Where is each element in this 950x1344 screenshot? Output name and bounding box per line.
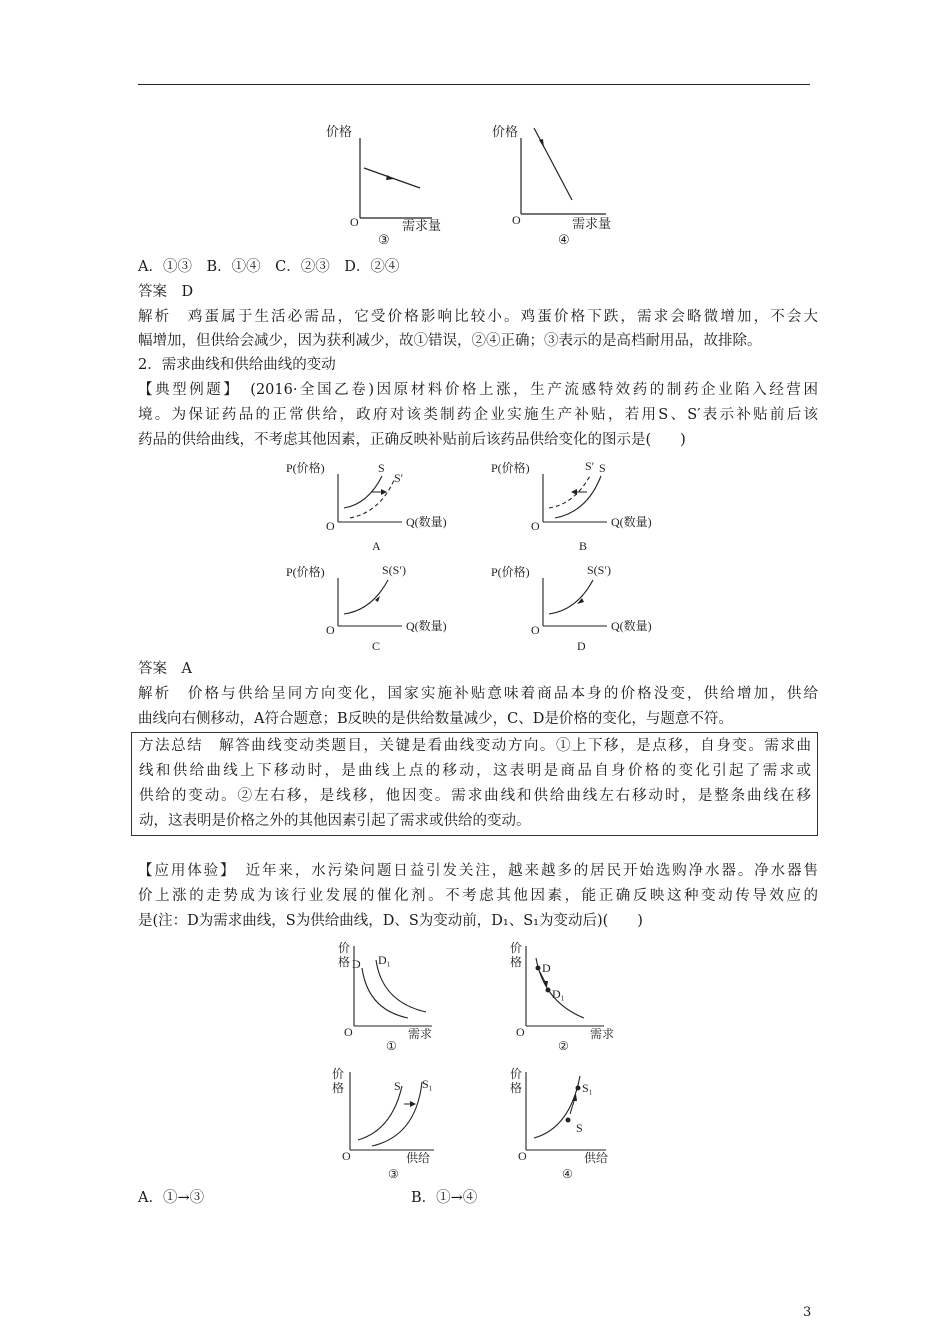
axis-x-label: Q(数量)	[406, 619, 447, 633]
axis-x-label: 需求	[408, 1027, 433, 1041]
axis-x-label: Q(数量)	[611, 515, 652, 529]
q1-analysis-line1: 解析 鸡蛋属于生活必需品，它受价格影响比较小。鸡蛋价格下跌，需求会略微增加，不会大	[138, 309, 818, 325]
curve-label: S(S′)	[587, 563, 611, 577]
curve-label-d1: D₁	[378, 953, 391, 967]
origin-label: O	[342, 1149, 351, 1163]
demand-figure-4	[484, 118, 614, 248]
axis-x-label: 需求	[590, 1027, 615, 1041]
header-rule	[138, 84, 810, 85]
demand-figure-2	[506, 938, 626, 1058]
application-line3: 是(注：D为需求曲线，S为供给曲线，D、S为变动前，D₁、S₁为变动后)( )	[138, 913, 643, 929]
origin-label: O	[518, 1149, 527, 1163]
axis-y-label-top: 价	[510, 1067, 523, 1081]
method-line2: 线和供给曲线上下移动时，是曲线上点的移动，这表明是商品自身价格的变化引起了需求或	[139, 763, 811, 779]
example-line1: 【典型例题】 (2016·全国乙卷)因原材料价格上涨，生产流感特效药的制药企业陷入经营困	[138, 382, 818, 398]
figure-caption: D	[577, 639, 586, 653]
option-a: A．①→③	[138, 1190, 205, 1206]
q2-answer: 答案 A	[138, 661, 192, 677]
curve-label-d1: D₁	[552, 987, 565, 1001]
supply-curve-s-prime	[350, 480, 394, 518]
figure-caption: ③	[388, 1167, 399, 1181]
q1-answer: 答案 D	[138, 284, 194, 300]
demand-figure-3	[320, 118, 440, 248]
axis-y-label: P(价格)	[491, 565, 530, 579]
supply-curve	[549, 580, 593, 614]
demand-curve-d1	[376, 960, 426, 1012]
q2-analysis-line1: 解析 价格与供给呈同方向变化，国家实施补贴意味着商品本身的价格没变，供给增加，供给	[138, 686, 818, 702]
figure-caption: ④	[558, 232, 570, 247]
page-number: 3	[803, 1305, 812, 1320]
axis-y-label: P(价格)	[286, 565, 325, 579]
curve-label: S(S′)	[382, 563, 406, 577]
axis-y-label: P(价格)	[286, 461, 325, 475]
axis-y-label: P(价格)	[491, 461, 530, 475]
demand-curve-d	[362, 968, 408, 1018]
axis-y-label: 价格	[326, 124, 353, 139]
curve-label-d: D	[352, 957, 361, 971]
supply-figure-a	[286, 458, 466, 558]
application-line2: 价上涨的走势成为该行业发展的催化剂。不考虑其他因素，能正确反映这种变动传导效应的	[138, 888, 818, 904]
origin-label: O	[344, 1025, 353, 1039]
arrow-icon	[577, 598, 584, 604]
axis-y-label-bottom: 格	[338, 955, 351, 969]
supply-curve-s	[358, 1086, 402, 1140]
origin-label: O	[531, 519, 540, 533]
q1-options: A．①③ B．①④ C．②③ D．②④	[138, 259, 400, 275]
curve-label-s: S	[599, 461, 606, 475]
axis-y-label-bottom: 格	[510, 955, 523, 969]
demand-figure-1	[334, 938, 444, 1058]
supply-figure-4	[504, 1066, 624, 1184]
supply-curve	[534, 1076, 580, 1138]
origin-label: O	[531, 623, 540, 637]
axis-y-label-bottom: 格	[332, 1081, 345, 1095]
axis-x-label: Q(数量)	[611, 619, 652, 633]
axis-y-label: 价格	[492, 124, 519, 139]
figure-caption: ②	[558, 1039, 569, 1053]
curve-label-s: S	[576, 1121, 583, 1135]
example-line2: 境。为保证药品的正常供给，政府对该类制药企业实施生产补贴，若用S、S′表示补贴前后该	[138, 407, 818, 423]
supply-figure-b	[491, 458, 671, 558]
figure-caption: ③	[378, 232, 390, 247]
method-summary-box	[131, 732, 818, 836]
supply-figure-d	[491, 560, 671, 655]
curve-label-s: S	[394, 1079, 401, 1093]
origin-label: O	[326, 519, 335, 533]
supply-figure-c	[286, 560, 466, 655]
curve-label-s: S	[378, 461, 385, 475]
q2-analysis-line2: 曲线向右侧移动，A符合题意；B反映的是供给数量减少，C、D是价格的变化，与题意不符。	[138, 711, 733, 727]
arrow-icon	[386, 175, 394, 180]
section-title: 2．需求曲线和供给曲线的变动	[138, 357, 336, 373]
application-line1: 【应用体验】 近年来，水污染问题日益引发关注，越来越多的居民开始选购净水器。净水器售	[138, 863, 818, 879]
axis-x-label: Q(数量)	[406, 515, 447, 529]
curve-label-s1: S₁	[582, 1081, 593, 1095]
axis-x-label: 供给	[406, 1151, 431, 1165]
option-b: B．①→④	[411, 1190, 478, 1206]
origin-label: O	[326, 623, 335, 637]
curve-label-d: D	[542, 961, 551, 975]
supply-curve-s	[555, 476, 601, 518]
curve-label-s1: S₁	[422, 1077, 433, 1091]
curve-label-s-prime: S′	[394, 471, 404, 485]
figure-caption: ④	[562, 1167, 573, 1181]
method-line4: 动，这表明是价格之外的其他因素引起了需求或供给的变动。	[139, 813, 531, 829]
axis-x-label: 供给	[584, 1151, 609, 1165]
q1-analysis-line2: 幅增加，但供给会减少，因为获利减少，故①错误，②④正确；③表示的是高档耐用品，故排除。	[138, 333, 762, 349]
method-line3: 供给的变动。②左右移，是线移，他因变。需求曲线和供给曲线左右移动时，是整条曲线在移	[139, 788, 811, 804]
figure-caption: B	[579, 539, 588, 553]
origin-label: O	[512, 213, 521, 227]
axis-x-label: 需求量	[572, 216, 612, 231]
axis-y-label-top: 价	[510, 941, 523, 955]
axis-y-label-top: 价	[338, 941, 351, 955]
figure-caption: A	[372, 539, 381, 553]
method-line1: 方法总结 解答曲线变动类题目，关键是看曲线变动方向。①上下移，是点移，自身变。需求曲	[139, 738, 811, 754]
origin-label: O	[516, 1025, 525, 1039]
figure-caption: C	[372, 639, 381, 653]
axis-y-label-bottom: 格	[510, 1081, 523, 1095]
arrow-icon	[539, 139, 544, 148]
curve-label-s-prime: S′	[585, 459, 595, 473]
demand-curve	[534, 128, 572, 200]
arrow-icon	[571, 489, 577, 495]
example-line3: 药品的供给曲线，不考虑其他因素，正确反映补贴前后该药品供给变化的图示是( )	[138, 432, 686, 448]
supply-figure-3	[330, 1066, 450, 1184]
axis-x-label: 需求量	[402, 218, 442, 233]
arrow-icon	[410, 1101, 416, 1107]
supply-curve	[344, 580, 388, 614]
axis-y-label-top: 价	[332, 1067, 345, 1081]
figure-caption: ①	[386, 1039, 397, 1053]
origin-label: O	[350, 215, 359, 229]
